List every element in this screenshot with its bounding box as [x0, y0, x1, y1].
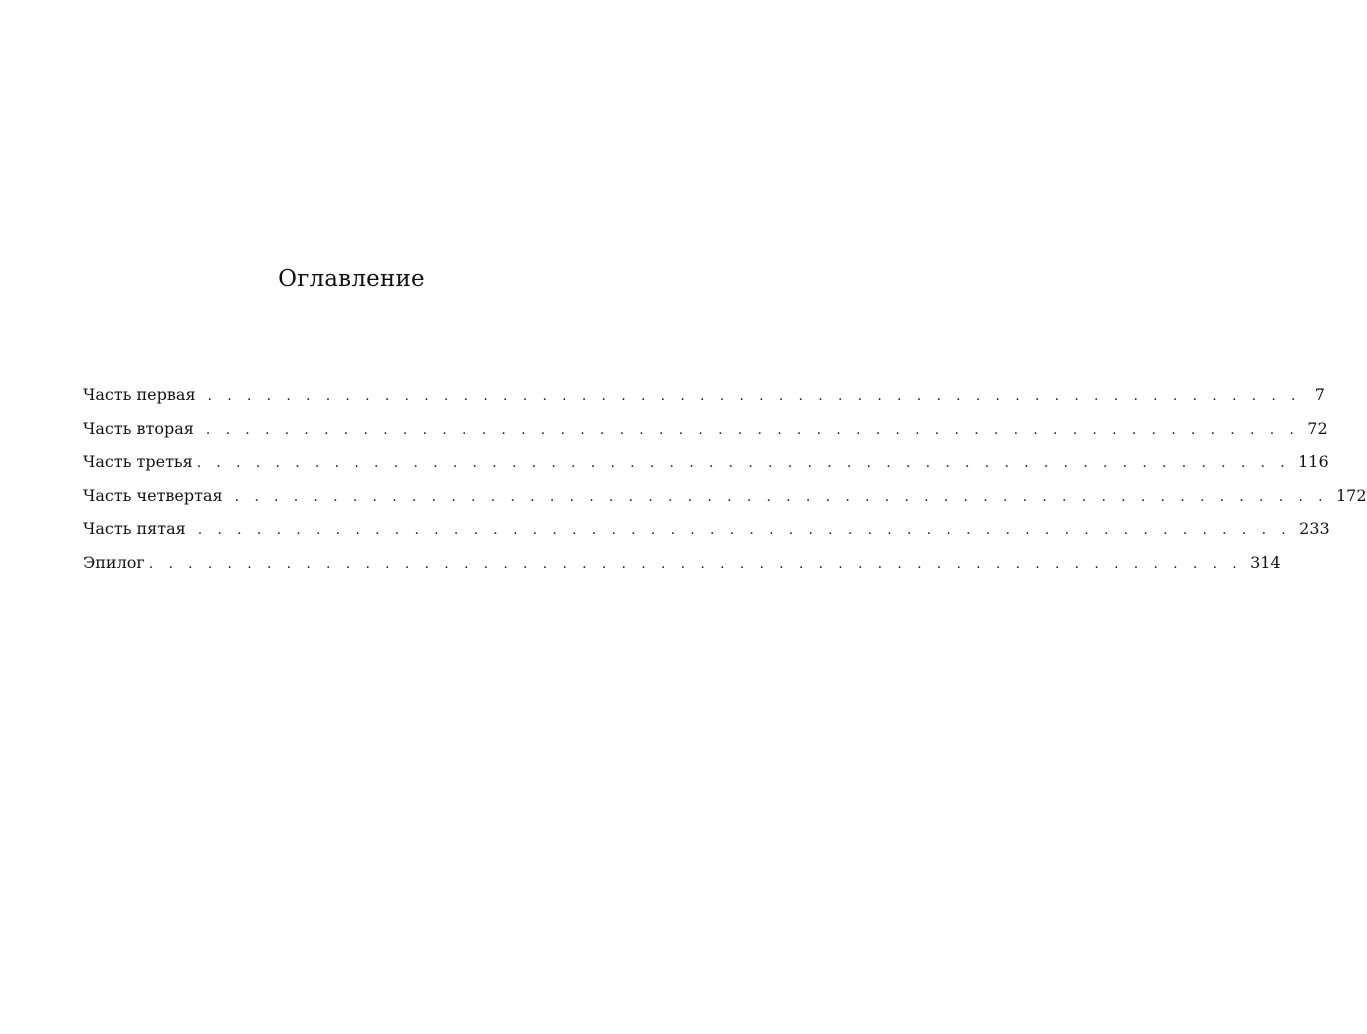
- dot-leader: . . . . . . . . . . . . . . . . . . . . . . . . . . . . . . . . . . . . . . . . . . . . . . . . . . . . . . . .: [207, 388, 1301, 404]
- toc-entry-page: 7: [1314, 385, 1325, 404]
- toc-entry-label: Часть первая: [83, 385, 196, 404]
- dot-leader: . . . . . . . . . . . . . . . . . . . . . . . . . . . . . . . . . . . . . . . . . . . . . . . . . . . . . . . .: [205, 421, 1300, 438]
- toc-entry-page: 172: [1336, 485, 1367, 505]
- dot-leader: . . . . . . . . . . . . . . . . . . . . . . . . . . . . . . . . . . . . . . . . . . . . . . . . . . . . . . . .: [196, 455, 1291, 472]
- toc-entry-page: 116: [1298, 452, 1329, 472]
- toc-entry: [83, 383, 1325, 417]
- dot-leader: . . . . . . . . . . . . . . . . . . . . . . . . . . . . . . . . . . . . . . . . . . . . . . . . . . . . . . . .: [148, 555, 1243, 572]
- toc-entry-label: Часть четвертая: [83, 485, 223, 505]
- toc-entry: [83, 450, 1329, 484]
- toc-entry: [83, 484, 1367, 518]
- dot-leader: . . . . . . . . . . . . . . . . . . . . . . . . . . . . . . . . . . . . . . . . . . . . . . . . . . . . . . . .: [234, 488, 1328, 505]
- dot-leader: . . . . . . . . . . . . . . . . . . . . . . . . . . . . . . . . . . . . . . . . . . . . . . . . . . . . . . . .: [197, 522, 1292, 539]
- toc-entry: [83, 517, 1330, 551]
- toc-list: [83, 383, 1367, 585]
- toc-entry-label: Часть пятая: [83, 519, 186, 539]
- toc-entry-label: Часть третья: [83, 452, 193, 472]
- toc-entry-page: 314: [1250, 552, 1281, 572]
- toc-entry: [83, 417, 1328, 451]
- toc-entry-label: Эпилог: [83, 552, 145, 572]
- toc-entry-page: 233: [1299, 519, 1330, 539]
- toc-entry: [83, 551, 1281, 585]
- toc-title: Оглавление: [278, 266, 425, 292]
- toc-entry-page: 72: [1307, 418, 1328, 438]
- toc-entry-label: Часть вторая: [83, 418, 194, 438]
